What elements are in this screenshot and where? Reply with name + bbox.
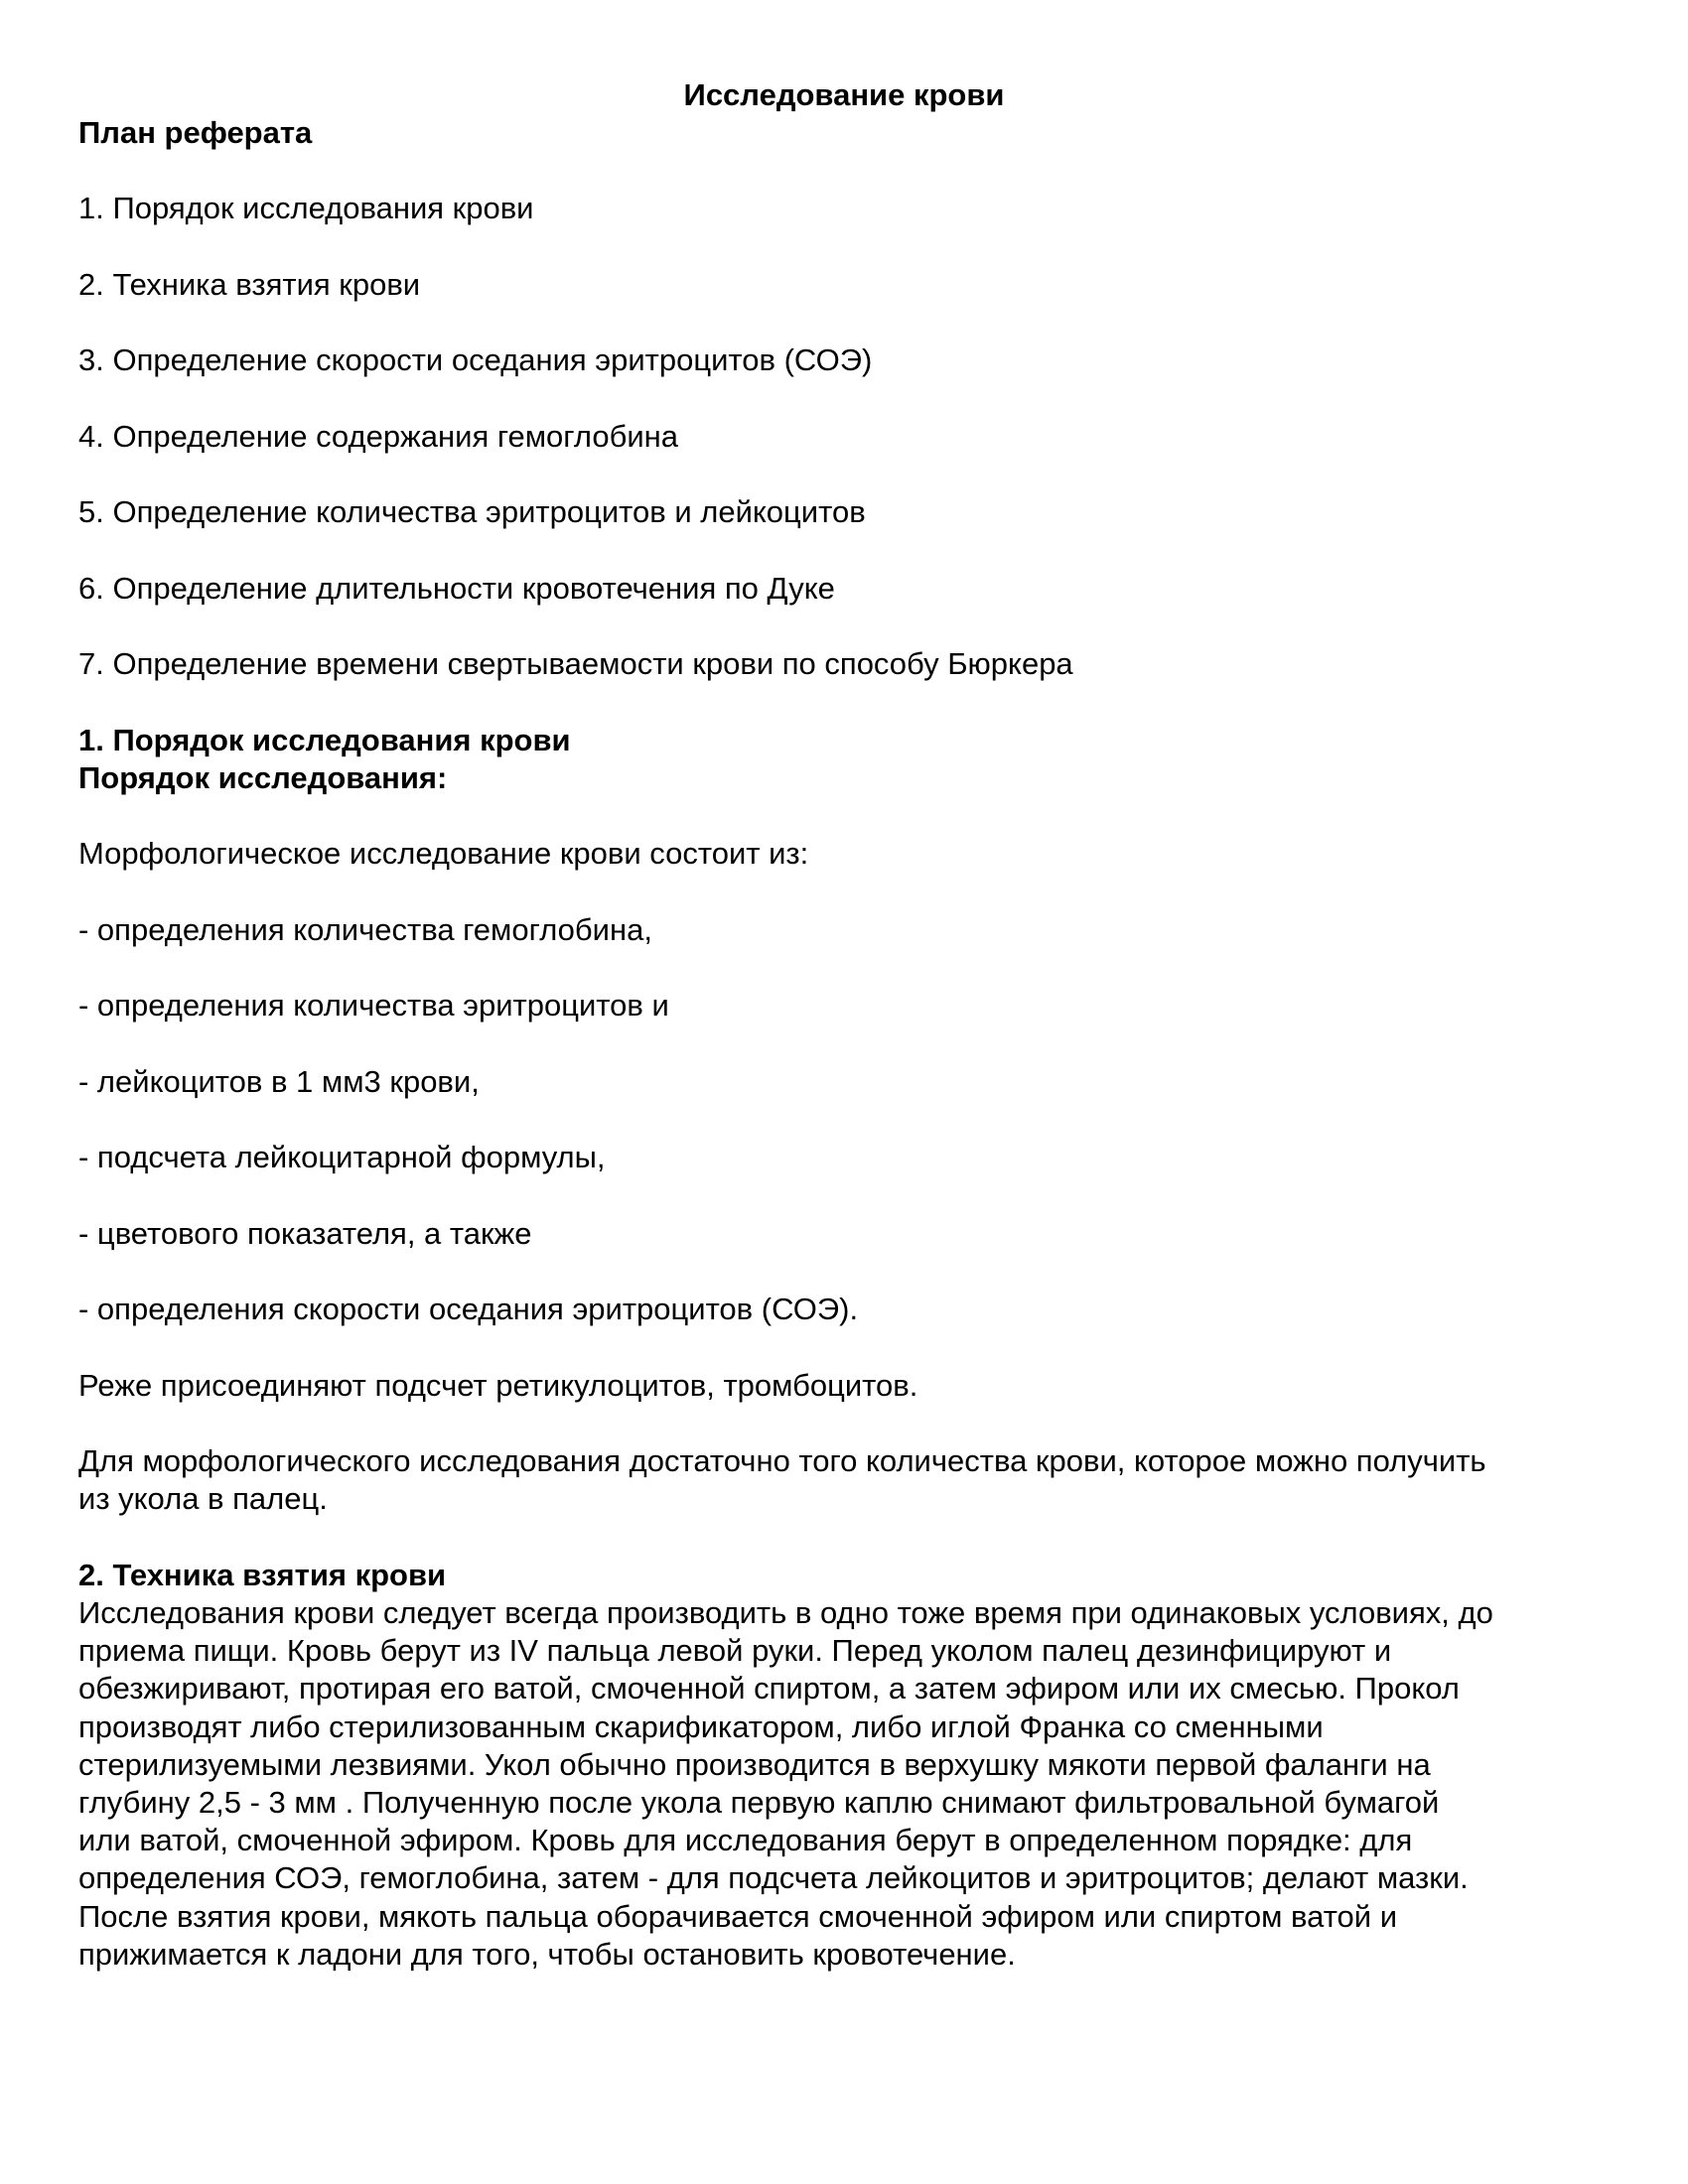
paragraph-line: Исследования крови следует всегда производить в одно тоже время при одинаковых условиях, до [78, 1595, 1493, 1630]
plan-item: 7. Определение времени свертываемости крови по способу Бюркера [78, 646, 1073, 681]
paragraph-line: После взятия крови, мякоть пальца оборачивается смоченной эфиром или спиртом ватой и [78, 1898, 1398, 1934]
paragraph-line: приема пищи. Кровь берут из IV пальца левой руки. Перед уколом палец дезинфицируют и [78, 1633, 1392, 1669]
list-item: - подсчета лейкоцитарной формулы, [78, 1140, 606, 1174]
paragraph-line: Для морфологического исследования достаточно того количества крови, которое можно получить [78, 1443, 1486, 1478]
paragraph-line: определения СОЭ, гемоглобина, затем - для подсчета лейкоцитов и эритроцитов; делают мазки. [78, 1860, 1469, 1896]
list-item: - определения скорости оседания эритроцитов (СОЭ). [78, 1292, 859, 1326]
list-item: - определения количества эритроцитов и [78, 988, 669, 1023]
list-item: - лейкоцитов в 1 мм3 крови, [78, 1064, 480, 1099]
paragraph-line: глубину 2,5 - 3 мм . Полученную после укола первую каплю снимают фильтровальной бумагой [78, 1785, 1440, 1821]
document-title: Исследование крови [683, 77, 1005, 112]
section2-body-paragraph [78, 1594, 1627, 1974]
list-item: - определения количества гемоглобина, [78, 912, 652, 947]
section1-subheading: Порядок исследования: [78, 760, 448, 795]
section1-note-paragraph [78, 1442, 1627, 1518]
section1-intro: Морфологическое исследование крови состоит из: [78, 836, 809, 871]
paragraph-line: или ватой, смоченной эфиром. Кровь для исследования берут в определенном порядке: для [78, 1823, 1413, 1858]
section1-rare-note: Реже присоединяют подсчет ретикулоцитов, тромбоцитов. [78, 1368, 918, 1403]
paragraph-line: прижимается к ладони для того, чтобы остановить кровотечение. [78, 1936, 1016, 1972]
plan-item: 5. Определение количества эритроцитов и лейкоцитов [78, 494, 866, 529]
paragraph-line: производят либо стерилизованным скарификатором, либо иглой Франка со сменными [78, 1708, 1324, 1744]
plan-item: 3. Определение скорости оседания эритроцитов (СОЭ) [78, 342, 873, 377]
section2-heading: 2. Техника взятия крови [78, 1558, 447, 1592]
plan-item: 1. Порядок исследования крови [78, 191, 534, 225]
paragraph-line: обезжиривают, протирая его ватой, смоченной спиртом, а затем эфиром или их смесью. Прокол [78, 1671, 1460, 1706]
paragraph-line: стерилизуемыми лезвиями. Укол обычно производится в верхушку мякоти первой фаланги на [78, 1746, 1431, 1782]
plan-item: 2. Техника взятия крови [78, 267, 421, 302]
paragraph-line: из укола в палец. [78, 1481, 328, 1517]
section1-heading: 1. Порядок исследования крови [78, 723, 571, 757]
list-item: - цветового показателя, а также [78, 1216, 532, 1251]
plan-heading: План реферата [78, 115, 313, 150]
plan-item: 6. Определение длительности кровотечения по Дуке [78, 571, 835, 606]
plan-item: 4. Определение содержания гемоглобина [78, 419, 679, 454]
